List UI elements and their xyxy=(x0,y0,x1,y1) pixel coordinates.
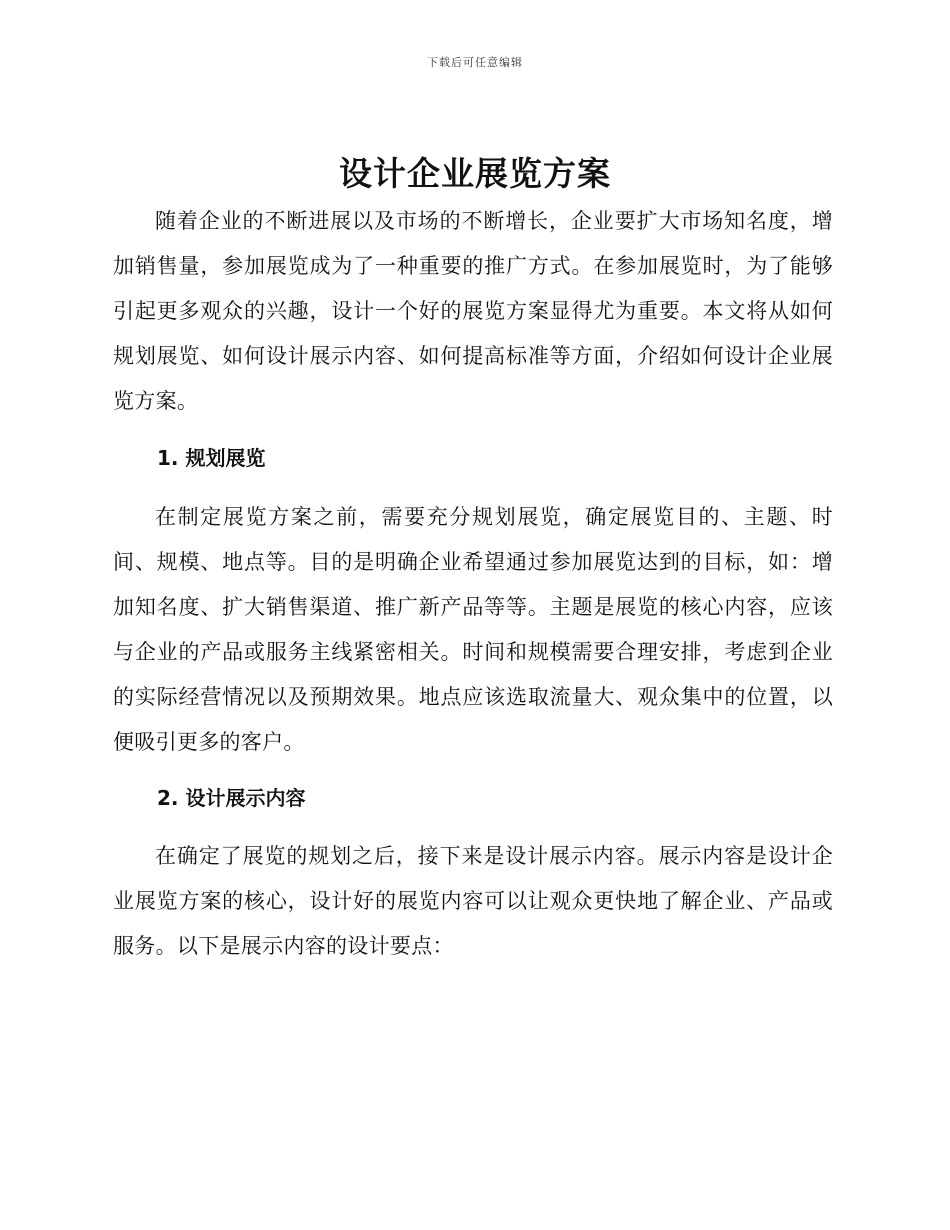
intro-paragraph: 随着企业的不断进展以及市场的不断增长，企业要扩大市场知名度，增加销售量，参加展览成为了一种重要的推广方式。在参加展览时，为了能够引起更多观众的兴趣，设计一个好的展览方案显得尤为重要。本文将从如何规划展览、如何设计展示内容、如何提高标准等方面，介绍如何设计企业展览方案。 xyxy=(113,209,833,413)
section-2-body xyxy=(113,834,833,969)
section-paragraph: 在确定了展览的规划之后，接下来是设计展示内容。展示内容是设计企业展览方案的核心，设计好的展览内容可以让观众更快地了解企业、产品或服务。以下是展示内容的设计要点： xyxy=(113,844,833,958)
section-heading: 1. 规划展览 xyxy=(157,446,266,470)
section-2-heading-block xyxy=(113,776,833,821)
section-1-body xyxy=(113,495,833,765)
section-paragraph: 在制定展览方案之前，需要充分规划展览，确定展览目的、主题、时间、规模、地点等。目的是明确企业希望通过参加展览达到的目标，如：增加知名度、扩大销售渠道、推广新产品等等。主题是展览的核心内容，应该与企业的产品或服务主线紧密相关。时间和规模需要合理安排，考虑到企业的实际经营情况以及预期效果。地点应该选取流量大、观众集中的位置，以便吸引更多的客户。 xyxy=(113,505,833,754)
intro-block xyxy=(113,199,833,424)
section-heading: 2. 设计展示内容 xyxy=(157,786,306,810)
header-note: 下载后可任意编辑 xyxy=(427,56,523,69)
document-title: 设计企业展览方案 xyxy=(339,154,611,193)
section-1-heading-block xyxy=(113,436,833,481)
